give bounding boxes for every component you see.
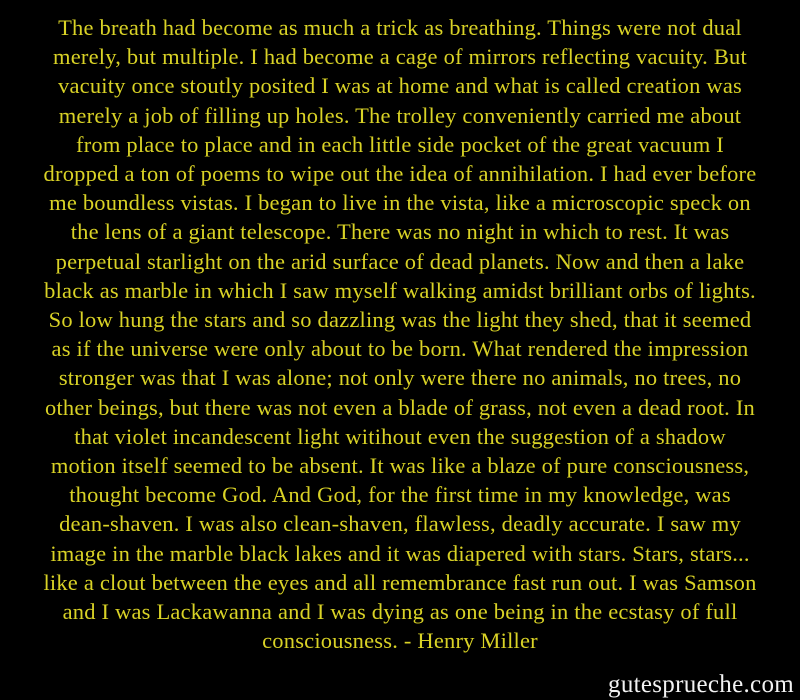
quote-line: black as marble in which I saw myself walking amidst brilliant orbs of lights. xyxy=(44,277,756,303)
quote-line: other beings, but there was not even a blade of grass, not even a dead root. In xyxy=(45,394,755,420)
quote-line: from place to place and in each little side pocket of the great vacuum I xyxy=(76,131,724,157)
quote-line: merely, but multiple. I had become a cage of mirrors reflecting vacuity. But xyxy=(53,44,747,70)
quote-line: perpetual starlight on the arid surface of dead planets. Now and then a lake xyxy=(55,248,745,274)
quote-line: The breath had become as much a trick as breathing. Things were not dual xyxy=(58,15,742,40)
quote-line: merely a job of filling up holes. The trolley conveniently carried me about xyxy=(58,102,742,128)
quote-line: stronger was that I was alone; not only were there no animals, no trees, no xyxy=(58,365,742,391)
quote-line: the lens of a giant telescope. There was no night in which to rest. It was xyxy=(70,219,730,245)
quote-line: motion itself seemed to be absent. It was like a blaze of pure consciousness, xyxy=(50,453,750,479)
quote-line: dropped a ton of poems to wipe out the idea of annihilation. I had ever before xyxy=(43,161,757,187)
quote-line: as if the universe were only about to be born. What rendered the impression xyxy=(51,336,749,362)
quote-line: thought become God. And God, for the first time in my knowledge, was xyxy=(69,482,731,508)
quote-text xyxy=(0,13,800,655)
quote-line: like a clout between the eyes and all remembrance fast run out. I was Samson xyxy=(43,569,757,595)
quote-line: So low hung the stars and so dazzling was the light they shed, that it seemed xyxy=(48,307,752,333)
quote-line: and I was Lackawanna and I was dying as one being in the ecstasy of full xyxy=(62,599,738,625)
quote-line: image in the marble black lakes and it was diapered with stars. Stars, stars... xyxy=(50,540,750,566)
quote-line: vacuity once stoutly posited I was at home and what is called creation was xyxy=(58,73,742,99)
quote-line: me boundless vistas. I began to live in the vista, like a microscopic speck on xyxy=(49,190,751,216)
quote-line: consciousness. - Henry Miller xyxy=(262,628,538,654)
watermark-site-name: gutesprueche.com xyxy=(608,671,794,698)
quote-line: dean-shaven. I was also clean-shaven, flawless, deadly accurate. I saw my xyxy=(59,511,741,537)
quote-line: that violet incandescent light witihout even the suggestion of a shadow xyxy=(74,423,726,449)
